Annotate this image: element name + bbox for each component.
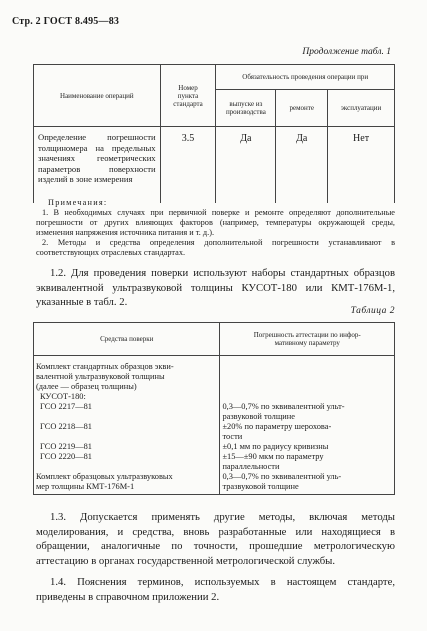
table2-means-column [34, 356, 220, 491]
table2-means-line: валентной ультразвуковой толщины [36, 372, 165, 381]
table1-header-item-line: стандарта [173, 99, 203, 108]
table1-cell-operation: Определение погрешности толщиномера на предельных значениях геометрических параметров поверхности изделий в зоне измерения [34, 127, 161, 204]
table2-error-column [220, 356, 395, 491]
notes-title: Примечания: [48, 198, 108, 207]
table2-header-error-line: Погрешность аттестации по инфор- [253, 331, 361, 339]
table1-header-operation: Наименование операций [34, 65, 161, 127]
note-1: 1. В необходимых случаях при первичной поверке и ремонте определяют дополнительные погрешности от других влияющих факторов (например, температуры окружающей среды, изменения напряжения источника питания и т. д.). [36, 208, 395, 237]
table-1 [33, 64, 395, 203]
table1-header-release-line: выпуске из [229, 100, 263, 108]
table-continuation-label: Продолжение табл. 1 [302, 47, 391, 57]
table1-cell-release: Да [216, 127, 276, 204]
table1-cell-repair: Да [276, 127, 328, 204]
paragraph-1-2-text: 1.2. Для проведения поверки используют наборы стандартных образцов эквивалентной ультразвуковой толщины КУСОТ-180 или КМТ-176М-1, указанные в табл. 2. [36, 267, 395, 309]
table2-means-line: КУСОТ-180: [40, 392, 86, 401]
table2-error-line: ±20% по параметру шерохова- [222, 422, 332, 431]
table1-header-item-line: Номер [178, 83, 198, 92]
table1-header-item-line: пункта [177, 91, 199, 100]
page-header: Стр. 2 ГОСТ 8.495—83 [12, 16, 120, 27]
table1-cell-use: Нет [328, 127, 395, 204]
table2-error-line: ±0,1 мм по радиусу кривизны [222, 442, 329, 451]
table2-error-line: тости [222, 432, 243, 441]
table2-header-error-line: мативному параметру [274, 339, 340, 347]
table1-cell-item: 3.5 [160, 127, 216, 204]
paragraph-1-3-text: 1.3. Допускается применять другие методы, включая методы моделирования, и средства, вновь разработанные или находящиеся в обращении, аналогичные по точности, прошедшие метрологическую аттестацию в органах государственной метрологической службы. [36, 511, 395, 567]
table2-error-line: развуковой толщине [222, 412, 295, 421]
table2-gso-2217: ГСО 2217—81 [40, 402, 92, 411]
table2-gso-2220: ГСО 2220—81 [40, 452, 92, 461]
table2-means-line: Комплект образцовых ультразвуковых [36, 472, 173, 481]
table2-means-line: (далее — образец толщины) [36, 382, 137, 391]
table2-gso-2218: ГСО 2218—81 [40, 422, 92, 431]
paragraph-1-4 [36, 575, 395, 604]
notes-block [36, 198, 395, 258]
table1-header-repair: ремонте [276, 90, 328, 127]
table2-means-line: мер толщины КМТ-176М-1 [36, 482, 135, 491]
table1-header-obligation: Обязательность проведения операции при [216, 65, 395, 90]
table2-header-means: Средства поверки [34, 323, 220, 356]
paragraph-1-4-text: 1.4. Пояснения терминов, используемых в настоящем стандарте, приведены в справочном приложении 2. [36, 576, 395, 603]
table2-error-line: 0,3—0,7% по эквивалентной ульт- [222, 402, 345, 411]
table2-error-line: тразвуковой толщине [222, 482, 299, 491]
table2-gso-2219: ГСО 2219—81 [40, 442, 92, 451]
table1-header-item [160, 65, 216, 127]
table1-header-release-line: производства [225, 108, 266, 116]
table2-error-line: параллельности [222, 462, 280, 471]
paragraph-1-3 [36, 510, 395, 568]
table-2 [33, 322, 395, 495]
table1-header-use: эксплуатации [328, 90, 395, 127]
paragraph-1-2 [36, 266, 395, 310]
table2-means-line: Комплект стандартных образцов экви- [36, 362, 174, 371]
note-2: 2. Методы и средства определения дополнительной погрешности устанавливают в соответствующих отраслевых стандартах. [36, 238, 395, 257]
table2-error-line: ±15—±90 мкм по параметру [222, 452, 324, 461]
table1-header-release [216, 90, 276, 127]
table-2-caption: Таблица 2 [350, 306, 395, 316]
table2-header-error [220, 323, 395, 356]
table2-error-line: 0,3—0,7% по эквивалентной уль- [222, 472, 342, 481]
